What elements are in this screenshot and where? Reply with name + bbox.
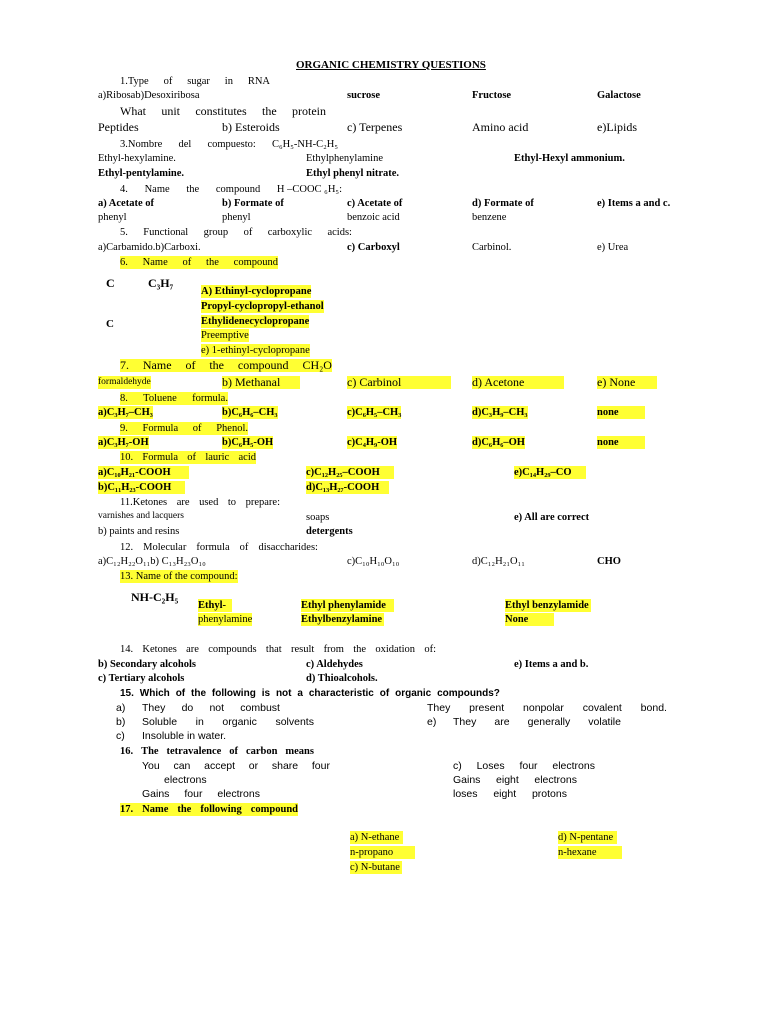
q2-question: What unit constitutes the protein bbox=[120, 104, 326, 118]
q1-option-a: a)Ribosab)Desoxiribosa bbox=[98, 90, 200, 101]
q13-option-d: Ethyl benzylamide bbox=[505, 600, 589, 611]
q10-question: 10. Formula of lauric acid bbox=[120, 452, 256, 463]
q9-option-a: a)C₃H₇-OH bbox=[98, 437, 149, 448]
q1-option-c: sucrose bbox=[347, 90, 381, 101]
q14-option-e: e) Items a and b. bbox=[514, 659, 589, 670]
q15-option-a: They do not combust bbox=[142, 702, 280, 714]
q6-option-a: A) Ethinyl-cyclopropane bbox=[201, 286, 312, 297]
q2-option-e: e)Lipids bbox=[597, 120, 637, 134]
q3-option-b2: Ethyl phenyl nitrate. bbox=[306, 168, 400, 179]
q7-option-d: d) Acetone bbox=[472, 376, 564, 389]
q16-option-e: loses eight protons bbox=[453, 788, 567, 800]
q9-option-d: d)C₆H₆–OH bbox=[472, 437, 525, 448]
q4-option-b: b) Formate of bbox=[222, 198, 284, 209]
q13-option-a: Ethyl- bbox=[198, 599, 232, 612]
q3-option-a: Ethyl-hexylamine. bbox=[98, 153, 176, 164]
q15-option-e: They are generally volatile bbox=[453, 716, 621, 728]
q15-label-b: b) bbox=[116, 716, 126, 728]
q1-question: 1.Type of sugar in RNA bbox=[120, 76, 270, 87]
q9-option-e: none bbox=[597, 436, 645, 449]
q11-option-c: soaps bbox=[306, 512, 330, 523]
q8-option-d: d)C₃H₉–CH₃ bbox=[472, 407, 528, 418]
q2-option-a: Peptides bbox=[98, 120, 139, 134]
q4-option-a-cont: phenyl bbox=[98, 212, 127, 223]
q11-option-b: b) paints and resins bbox=[98, 526, 180, 537]
q7-option-c: c) Carbinol bbox=[347, 376, 451, 389]
q15-option-c: Insoluble in water. bbox=[142, 730, 227, 742]
q6-question: 6. Name of the compound bbox=[120, 257, 278, 268]
q8-option-a: a)C₃H₇–CH₃ bbox=[98, 407, 153, 418]
q2-option-c: c) Terpenes bbox=[347, 120, 403, 134]
q14-option-b: b) Secondary alcohols bbox=[98, 659, 197, 670]
q4-option-b-cont: phenyl bbox=[222, 212, 251, 223]
q15-label-c: c) bbox=[116, 730, 125, 742]
q4-option-d-cont: benzene bbox=[472, 212, 507, 223]
q10-option-a: a)C₁₀H₂₁-COOH bbox=[98, 466, 189, 479]
q14-option-c: c) Aldehydes bbox=[306, 659, 363, 670]
q12-question: 12. Molecular formula of disaccharides: bbox=[120, 542, 318, 553]
q12-option-d: d)C₁₂H₂₁O₁₁ bbox=[472, 556, 525, 567]
q10-option-e: e)C₁₄H₂₉–CO bbox=[514, 466, 586, 479]
q10-option-d: d)C₁₃H₂₇-COOH bbox=[306, 481, 389, 494]
q13-option-c: Ethylbenzylamine bbox=[301, 614, 383, 625]
q4-option-c: c) Acetate of bbox=[347, 198, 403, 209]
q9-option-b: b)C₆H₅-OH bbox=[222, 437, 274, 448]
q10-option-c: c)C₁₂H₂₅–COOH bbox=[306, 466, 394, 479]
q17-option-a: a) N-ethane bbox=[350, 831, 403, 844]
q17-option-d: d) N-pentane bbox=[558, 831, 617, 844]
q12-option-c: c)C₁₀H₁₀O₁₀ bbox=[347, 556, 400, 567]
q1-option-e: Galactose bbox=[597, 90, 641, 101]
q16-question: 16. The tetravalence of carbon means bbox=[120, 746, 314, 757]
q14-option-d: d) Thioalcohols. bbox=[306, 673, 378, 684]
q7-option-b: b) Methanal bbox=[222, 376, 300, 389]
q8-question: 8. Toluene formula. bbox=[120, 393, 228, 404]
q7-option-a: formaldehyde bbox=[98, 377, 151, 387]
q6-option-b: Propyl-cyclopropyl-ethanol bbox=[201, 301, 324, 312]
q16-option-b: Gains four electrons bbox=[142, 788, 260, 800]
q15-label-e: e) bbox=[427, 716, 437, 728]
q9-question: 9. Formula of Phenol. bbox=[120, 423, 248, 434]
q13-group-label: NH-C₂H₅ bbox=[131, 590, 179, 604]
page-title: ORGANIC CHEMISTRY QUESTIONS bbox=[296, 59, 486, 71]
q11-option-d: detergents bbox=[306, 526, 353, 537]
q6-option-c: Ethylidenecyclopropane bbox=[201, 316, 310, 327]
q3-option-a2: Ethyl-pentylamine. bbox=[98, 168, 185, 179]
q13-question: 13. Name of the compound: bbox=[120, 571, 238, 582]
q12-option-a: a)C₁₂H₂₂O₁₁b) C₁₃H₂₃O₁₀ bbox=[98, 556, 206, 567]
q1-option-d: Fructose bbox=[472, 90, 512, 101]
q13-option-e: None bbox=[505, 613, 554, 626]
q7-question: 7. Name of the compound CH₂O bbox=[120, 358, 332, 372]
q3-question: 3.Nombre del compuesto: C₆H₅-NH-C₂H₅ bbox=[120, 139, 338, 150]
q16-option-a: You can accept or share four bbox=[142, 760, 330, 772]
q10-option-b: b)C₁₁H₂₃-COOH bbox=[98, 481, 185, 494]
q15-option-b: Soluble in organic solvents bbox=[142, 716, 314, 728]
q4-option-d: d) Formate of bbox=[472, 198, 534, 209]
q3-option-d: Ethyl-Hexyl ammonium. bbox=[514, 153, 625, 164]
q14-question: 14. Ketones are compounds that result from the oxidation of: bbox=[120, 644, 436, 655]
q6-atom-c1: C bbox=[106, 276, 115, 290]
q5-option-c: c) Carboxyl bbox=[347, 242, 400, 253]
q11-option-e: e) All are correct bbox=[514, 512, 590, 523]
q13-option-a-cont: phenylamine bbox=[198, 614, 253, 625]
q16-option-d: Gains eight electrons bbox=[453, 774, 577, 786]
q2-option-b: b) Esteroids bbox=[222, 120, 280, 134]
q14-option-c2: c) Tertiary alcohols bbox=[98, 673, 185, 684]
q6-atom-c2: C bbox=[106, 318, 114, 330]
q15-option-d: They present nonpolar covalent bond. bbox=[427, 702, 667, 714]
q15-question: 15. Which of the following is not a characteristic of organic compounds? bbox=[120, 688, 500, 699]
q16-option-a-cont: electrons bbox=[164, 774, 207, 786]
q6-option-d: Preemptive bbox=[201, 330, 249, 341]
q6-option-e: e) 1-ethinyl-cyclopropane bbox=[201, 345, 310, 356]
q17-option-c: c) N-butane bbox=[350, 862, 400, 873]
q9-option-c: c)C₄H₉-OH bbox=[347, 437, 398, 448]
q8-option-e: none bbox=[597, 406, 645, 419]
q15-label-a: a) bbox=[116, 702, 126, 714]
q11-question: 11.Ketones are used to prepare: bbox=[120, 497, 280, 508]
q5-question: 5. Functional group of carboxylic acids: bbox=[120, 227, 352, 238]
q12-option-e: CHO bbox=[597, 556, 621, 567]
q6-group-label: C₃H₇ bbox=[148, 276, 174, 290]
q7-option-e: e) None bbox=[597, 376, 657, 389]
q4-option-c-cont: benzoic acid bbox=[347, 212, 400, 223]
q5-option-e: e) Urea bbox=[597, 242, 629, 253]
q3-option-b: Ethylphenylamine bbox=[306, 153, 383, 164]
q17-question: 17. Name the following compound bbox=[120, 804, 298, 815]
q2-option-d: Amino acid bbox=[472, 120, 529, 134]
q5-option-a: a)Carbamido.b)Carboxi. bbox=[98, 242, 201, 253]
q16-option-c: c) Loses four electrons bbox=[453, 760, 595, 772]
q13-option-b: Ethyl phenylamide bbox=[301, 599, 394, 612]
q8-option-c: c)C₆H₅–CH₃ bbox=[347, 407, 402, 418]
q4-question: 4. Name the compound H –COOC ₆H₅: bbox=[120, 184, 342, 195]
q5-option-d: Carbinol. bbox=[472, 242, 512, 253]
q17-option-b: n-propano bbox=[350, 846, 415, 859]
q4-option-e: e) Items a and c. bbox=[597, 198, 671, 209]
q4-option-a: a) Acetate of bbox=[98, 198, 154, 209]
q17-option-e: n-hexane bbox=[558, 846, 622, 859]
q11-option-a: varnishes and lacquers bbox=[98, 511, 184, 521]
q8-option-b: b)C₆H₆–CH₃ bbox=[222, 407, 278, 418]
